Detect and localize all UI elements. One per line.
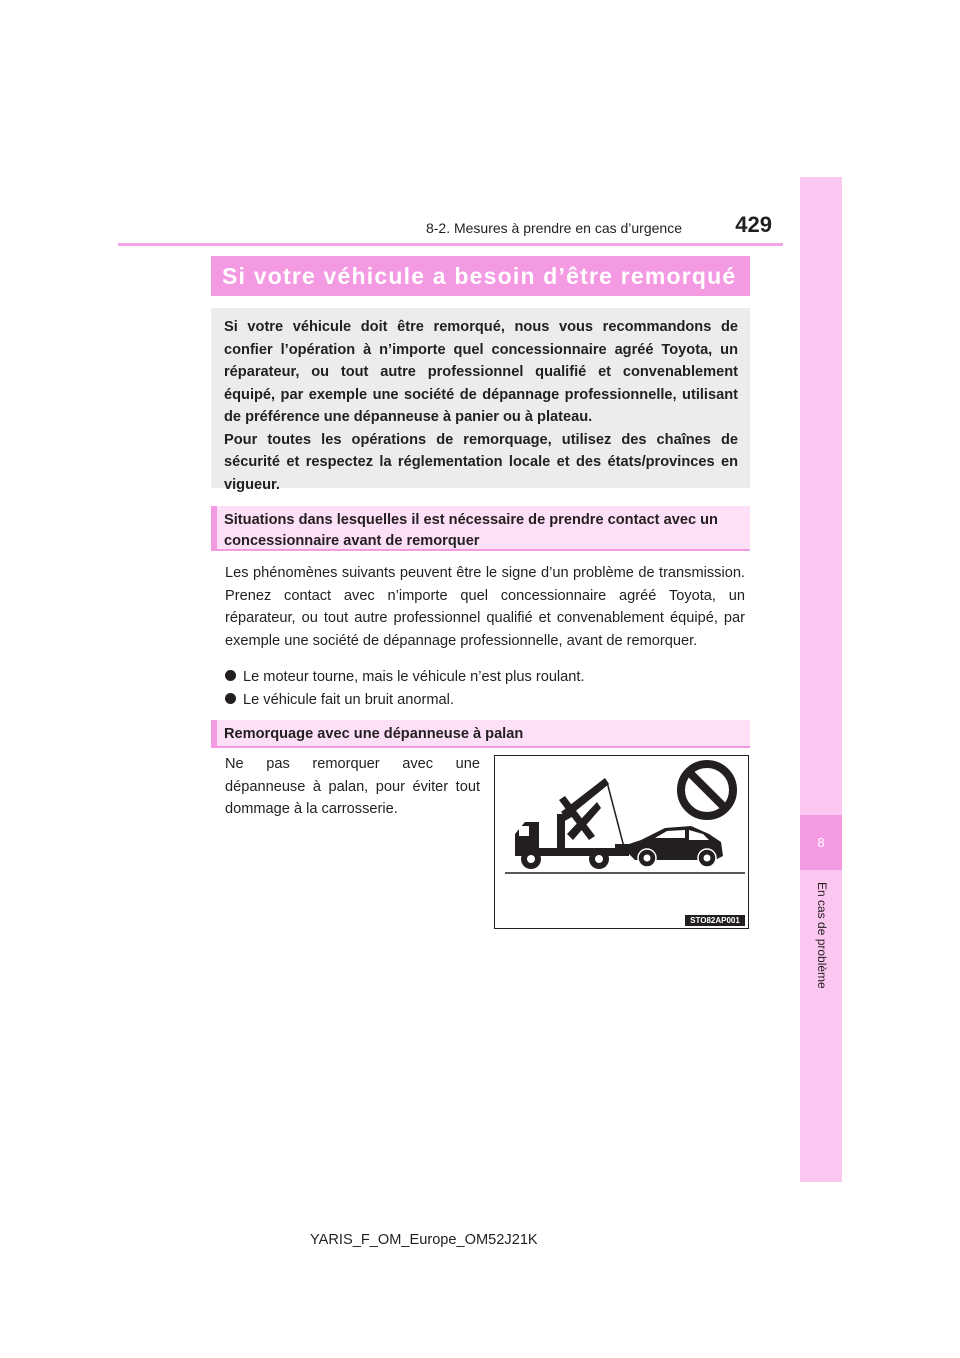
section-heading-wheel-lift: [211, 720, 750, 748]
list-item-text: Le véhicule fait un bruit anormal.: [243, 692, 454, 708]
section-breadcrumb: 8-2. Mesures à prendre en cas d’urgence: [425, 220, 682, 236]
section-paragraph: Les phénomènes suivants peuvent être le signe d’un problème de transmission. Prenez contact avec n’importe quel concessionnaire agréé Toyota, un réparateur, ou tout autre professionnel qualifié et convenablement équipé, par exemple une société de dépannage professionnelle, avant de remorquer.: [225, 565, 745, 649]
intro-text: Si votre véhicule doit être remorqué, nous vous recommandons de confier l’opération à n’importe quel concessionnaire agréé Toyota, un réparateur, ou tout autre professionnel qualifié et convenablement équipé, par exemple une société de dépannage professionnelle, utilisant de préférence une dépanneuse à panier ou à plateau.: [224, 319, 738, 425]
header-rule: [118, 243, 783, 246]
list-item: [225, 689, 745, 712]
list-item-text: Le moteur tourne, mais le véhicule n’est plus roulant.: [243, 669, 585, 685]
document-footer: YARIS_F_OM_Europe_OM52J21K: [310, 1232, 538, 1248]
tow-truck-illustration: [494, 755, 749, 929]
tow-truck-icon: [515, 778, 633, 869]
section-heading-dealer-contact: [211, 506, 750, 551]
car-icon: [627, 826, 723, 867]
chapter-label-text: En cas de problème: [815, 882, 829, 989]
page-number: 429: [735, 212, 772, 237]
section-heading-text: Situations dans lesquelles il est nécessaire de prendre contact avec un concessionnaire avant de remorquer: [224, 512, 718, 549]
page-title: Si votre véhicule a besoin d’être remorqué: [222, 263, 737, 289]
chapter-label: [815, 882, 829, 1002]
bullet-icon: [225, 693, 236, 704]
figure-code: STO82AP001: [685, 915, 745, 926]
chapter-side-strip: [800, 177, 842, 1182]
intro-text-2: Pour toutes les opérations de remorquage, utilisez des chaînes de sécurité et respectez la réglementation locale et des états/provinces en vigueur.: [224, 431, 738, 493]
prohibition-icon: [681, 764, 733, 816]
section-paragraph: Ne pas remorquer avec une dépanneuse à palan, pour éviter tout dommage à la carrosserie.: [225, 756, 480, 817]
chapter-number-tab[interactable]: 8: [800, 815, 842, 870]
bullet-icon: [225, 670, 236, 681]
section-heading-text: Remorquage avec une dépanneuse à palan: [224, 726, 524, 742]
page-title-banner: [211, 256, 750, 296]
list-item: [225, 666, 745, 689]
tow-truck-svg: [495, 756, 748, 928]
intro-box: [211, 308, 750, 493]
